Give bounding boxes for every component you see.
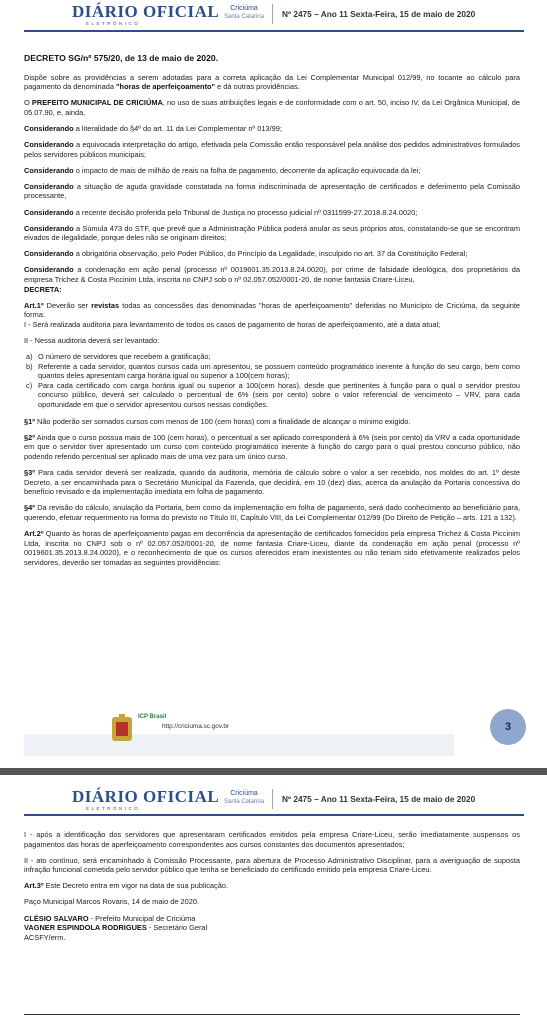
masthead-logo: DIÁRIO OFICIAL <box>72 787 220 806</box>
list-item: a) O número de servidores que recebem a gratificação; <box>26 352 211 362</box>
decree-title: DECRETO SG/nº 575/20, de 13 de maio de 2020. <box>24 53 219 63</box>
masthead-logo: DIÁRIO OFICIAL <box>72 2 220 21</box>
article-2: Art.2º Quanto às horas de aperfeiçoamento pagas em decorrência da apresentação de certificados fornecidos pela empresa Trichez & Costa Piccinim Ltda, inscrita no CNPJ sob o nº 02.057.052/0001-20, de nome fantasia Criare-Liceu, diante da condenação em ação penal (processo nº 0019601.35.2013.8.24.0020), e o reconhecimento de que os cursos oferecidos eram inexistentes ou não teriam sido efetivamente realizados pelos servidores, deverão ser tomadas as seguintes providências: <box>24 528 520 567</box>
signature-1: CLÉSIO SALVARO - Prefeito Municipal de Criciúma <box>24 913 196 923</box>
city-name: Criciúma <box>230 790 258 797</box>
header-rule <box>24 814 524 816</box>
article-1: Art.1º Deverão ser revistas todas as concessões das denominadas "horas de aperfeiçoamento" deferidas no Município de Criciúma, da seguinte forma: <box>24 300 520 320</box>
edition-info: Nº 2475 – Ano 11 Sexta-Feira, 15 de maio de 2020 <box>282 794 476 804</box>
decreta-label: DECRETA: <box>24 284 62 294</box>
footer-band <box>24 734 454 756</box>
article-3: Art.3º Este Decreto entra em vigor na data de sua publicação. <box>24 881 229 891</box>
article-2-item-i: I - após a identificação dos servidores que apresentaram certificados emitidos pela empresa Criare-Liceu, serão imediatamente suspensos os pagamentos das horas de aperfeiçoamento correspondentes aos cursos constantes dos documentos apresentados; <box>24 830 520 849</box>
considerando-3: Considerando o impacto de mais de milhão de reais na folha de pagamento, decorrente da aplicação equivocada da lei; <box>24 165 421 175</box>
article-2-item-ii: II - ato contínuo, será encaminhado à Comissão Processante, para abertura de Processo Administrativo Disciplinar, para a averiguação de suposta infração funcional cometida pelo servidor público que tenha se beneficiado do certificado emitido pela empresa Criare-Liceu. <box>24 855 520 875</box>
considerando-8: Considerando a condenação em ação penal (processo nº 0019601.35.2013.8.24.0020), por crime de falsidade ideológica, dos proprietários da empresa Trichez & Costa Piccinim Ltda, inscrita no CNPJ sob o nº 02.057.052/0001-20, de nome fantasia Criare-Liceu, <box>24 265 520 284</box>
masthead-subtitle: ELETRÔNICO <box>86 21 141 26</box>
city-label <box>224 5 264 21</box>
city-label <box>224 790 264 806</box>
page-header <box>0 785 547 815</box>
state-name: Santa Catarina <box>224 799 265 805</box>
page-separator <box>0 768 547 775</box>
list-item: c) Para cada certificado com carga horária igual ou superior a 100(cem horas), desde que pertinentes à função para o qual o servidor prestou concurso público, deverá ser calculado o percentual de 6% (seis por cento) sobre o valor referencial de vencimento – VRV, para cada oportunidade em que o servidor apresentou cursos nessas condições. <box>26 380 520 410</box>
city-name: Criciúma <box>230 5 258 12</box>
paragraph-2: §2º Ainda que o curso possua mais de 100 (cem horas), o percentual a ser aplicado corresponderá à 6% (seis por cento) da VRV a cada oportunidade em que o servidor tiver apresentado um curso com conteúdo programático inerente à função do cargo para o qual prestou concurso público, não podendo referido percentual ser aplicado mais de uma vez para um único curso. <box>24 432 520 461</box>
considerando-6: Considerando a Súmula 473 do STF, que prevê que a Administração Pública poderá anular os seus próprios atos, constatando-se que se encontram eivados de ilegalidade, porque deles não se originam direitos; <box>24 223 520 243</box>
place-date: Paço Municipal Marcos Rovaris, 14 de maio de 2020. <box>24 897 200 907</box>
header-divider <box>272 789 273 809</box>
decree-body-continued <box>24 830 520 942</box>
considerando-1: Considerando a literalidade do §4º do art. 11 da Lei Complementar nº 013/99; <box>24 123 282 133</box>
edition-info: Nº 2475 – Ano 11 Sexta-Feira, 15 de maio de 2020 <box>282 9 476 19</box>
signature-2: VAGNER ESPINDOLA RODRIGUES - Secretário Geral <box>24 923 208 933</box>
paragraph-3: §3º Para cada servidor deverá ser realizada, quando da auditoria, memória de cálculo sobre o valor a ser recebido, nos moldes do art. 1º deste Decreto, a ser encaminhada para o Secretário Municipal da Fazenda, que decidirá, em 10 (dez) dias, acerca da anulação da Portaria concessiva do benefício revisado e da implementação imediata em folha de pagamento. <box>24 468 520 497</box>
considerando-5: Considerando a recente decisão proferida pelo Tribunal de Justiça no processo judicial nº 0311599-27.2018.8.24.0020; <box>24 207 418 217</box>
decree-preamble: O PREFEITO MUNICIPAL DE CRICIÚMA, no uso de suas atribuições legais e de conformidade com o art. 50, inciso IV, da Lei Orgânica Municipal, de 05.07.90, e, ainda, <box>24 98 521 117</box>
document-page-4 <box>0 775 547 1024</box>
considerando-2: Considerando a equivocada interpretação do artigo, efetivada pela Comissão então responsável pela análise dos pedidos administrativos formulados pelos servidores públicos municipais; <box>24 140 520 159</box>
header-divider <box>272 4 273 24</box>
header-rule <box>24 30 524 32</box>
municipal-crest-icon <box>108 713 136 745</box>
icp-brasil-logo: ICP Brasil <box>138 714 167 720</box>
considerando-4: Considerando a situação de aguda gravidade constatada na forma indiscriminada de apresentação de certificados e deferimento pela Comissão processante, <box>24 181 520 201</box>
paragraph-4: §4º Da revisão do cálculo, anulação da Portaria, bem como da implementação em folha de pagamento, será dado conhecimento ao beneficiário para, querendo, efetuar requerimento na forma do previsto no Título III, Capítulo VIII, da Lei Complementar 012/99 (Do Direito de Petição – arts. 121 a 132). <box>24 503 520 522</box>
decree-body <box>24 54 520 574</box>
initials: ACSFY/erm. <box>24 932 66 942</box>
page-header <box>0 0 547 30</box>
article-1-item-ii: II - Nessa auditoria deverá ser levantado: <box>24 335 160 345</box>
article-1-item-i: I - Será realizada auditoria para levantamento de todos os casos de pagamento de horas de aperfeiçoamento, até a data atual; <box>24 319 441 329</box>
list-item: b) Referente a cada servidor, quantos cursos cada um apresentou, se possuem conteúdo programático inerente à função do seu cargo, bem como quantos deles apresentam carga horária igual ou superior a 100(cem horas); <box>26 361 520 381</box>
footer-url-link[interactable]: http://criciuma.sc.gov.br <box>162 723 230 730</box>
page-number-badge: 3 <box>490 709 526 745</box>
audit-items-list <box>24 352 520 410</box>
end-rule <box>24 1014 520 1015</box>
decree-summary: Dispõe sobre as providências a serem adotadas para a correta aplicação da Lei Complementar Municipal 012/99, no tocante ao cálculo para pagamento da denominada "horas de aperfeiçoamento" e dá outras providências. <box>24 72 520 92</box>
considerando-7: Considerando a obrigatória observação, pelo Poder Público, do Princípio da Legalidade, insculpido no art. 37 da Constituição Federal; <box>24 249 468 259</box>
masthead-subtitle: ELETRÔNICO <box>86 806 141 811</box>
paragraph-1: §1º Não poderão ser somados cursos com menos de 100 (cem horas) com a finalidade de alcançar o mínimo exigido. <box>24 416 411 426</box>
state-name: Santa Catarina <box>224 14 265 20</box>
